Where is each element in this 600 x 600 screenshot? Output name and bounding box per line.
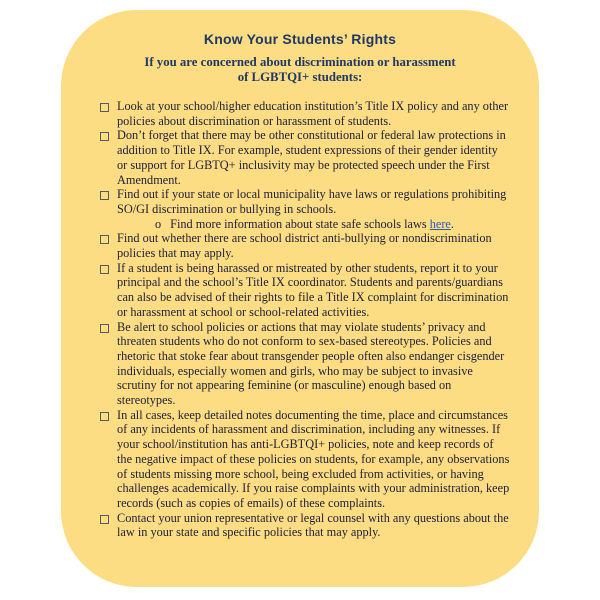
flyer-subtitle — [61, 55, 539, 85]
sub-list-item — [117, 217, 510, 232]
list-item — [100, 128, 510, 187]
flyer-card — [61, 10, 539, 587]
subtitle-line-1: If you are concerned about discrimination or harassment — [144, 55, 456, 69]
checkbox-icon — [100, 191, 109, 200]
list-item — [100, 261, 510, 320]
checkbox-icon — [100, 265, 109, 274]
checkbox-icon — [100, 103, 109, 112]
checkbox-icon — [100, 324, 109, 333]
list-item — [100, 99, 510, 128]
list-item-text: In all cases, keep detailed notes documenting the time, place and circumstances of any incidents of harassment and discrimination, including any witnesses. If your school/institution has anti-LGBTQI+ policies, note and keep records of the negative impact of these policies on students, for example, any observations of students missing more school, being excluded from activities, or having challenges academically. If you raise complaints with your administration, keep records (such as copies of emails) of these complaints. — [117, 407, 510, 510]
list-item — [100, 187, 510, 231]
list-item — [100, 408, 510, 511]
checkbox-icon — [100, 132, 109, 141]
list-item-text: Contact your union representative or legal counsel with any questions about the law in your state and specific policies that may apply. — [117, 510, 509, 540]
checkbox-icon — [100, 515, 109, 524]
list-item-text: Find out whether there are school district anti-bullying or nondiscrimination policies that may apply. — [117, 231, 492, 261]
subtitle-line-2: of LGBTQI+ students: — [237, 70, 363, 84]
list-item — [100, 231, 510, 260]
list-item-text: Find out if your state or local municipality have laws or regulations prohibiting SO/GI discrimination or bullying in schools. — [117, 187, 507, 216]
list-item-body — [117, 187, 510, 231]
sub-list-item-text — [170, 217, 454, 232]
sub-text-after-link: . — [450, 216, 454, 231]
rights-checklist — [100, 99, 510, 540]
page-title: Know Your Students’ Rights — [203, 31, 397, 47]
list-item — [100, 320, 510, 408]
sub-text-before-link: Find more information about state safe schools laws — [170, 216, 430, 231]
list-item-text: If a student is being harassed or mistreated by other students, report it to your principal and the school’s Title IX coordinator. Students and parents/guardians can also be advised of their rights to file a Title IX complaint for discrimination or harassment at school or school-related activities. — [117, 260, 509, 319]
list-item — [100, 511, 510, 540]
checkbox-icon — [100, 412, 109, 421]
safe-schools-laws-link[interactable]: here — [429, 216, 451, 231]
list-item-text: Be alert to school policies or actions that may violate students’ privacy and threaten students who do not conform to sex-based stereotypes. Policies and rhetoric that stoke fear about transgender people often also endanger cisgender individuals, especially women and girls, who may be subject to invasive scrutiny for not appearing feminine (or masculine) enough based on stereotypes. — [117, 319, 505, 408]
list-item-text: Don’t forget that there may be other constitutional or federal law protections in addition to Title IX. For example, student expressions of their gender identity or support for LGBTQ+ inclusivity may be protected speech under the First Amendment. — [117, 128, 506, 187]
list-item-text: Look at your school/higher education institution’s Title IX policy and any other policies about discrimination or harassment of students. — [117, 99, 509, 128]
checkbox-icon — [100, 235, 109, 244]
sub-bullet-marker: o — [155, 216, 162, 231]
